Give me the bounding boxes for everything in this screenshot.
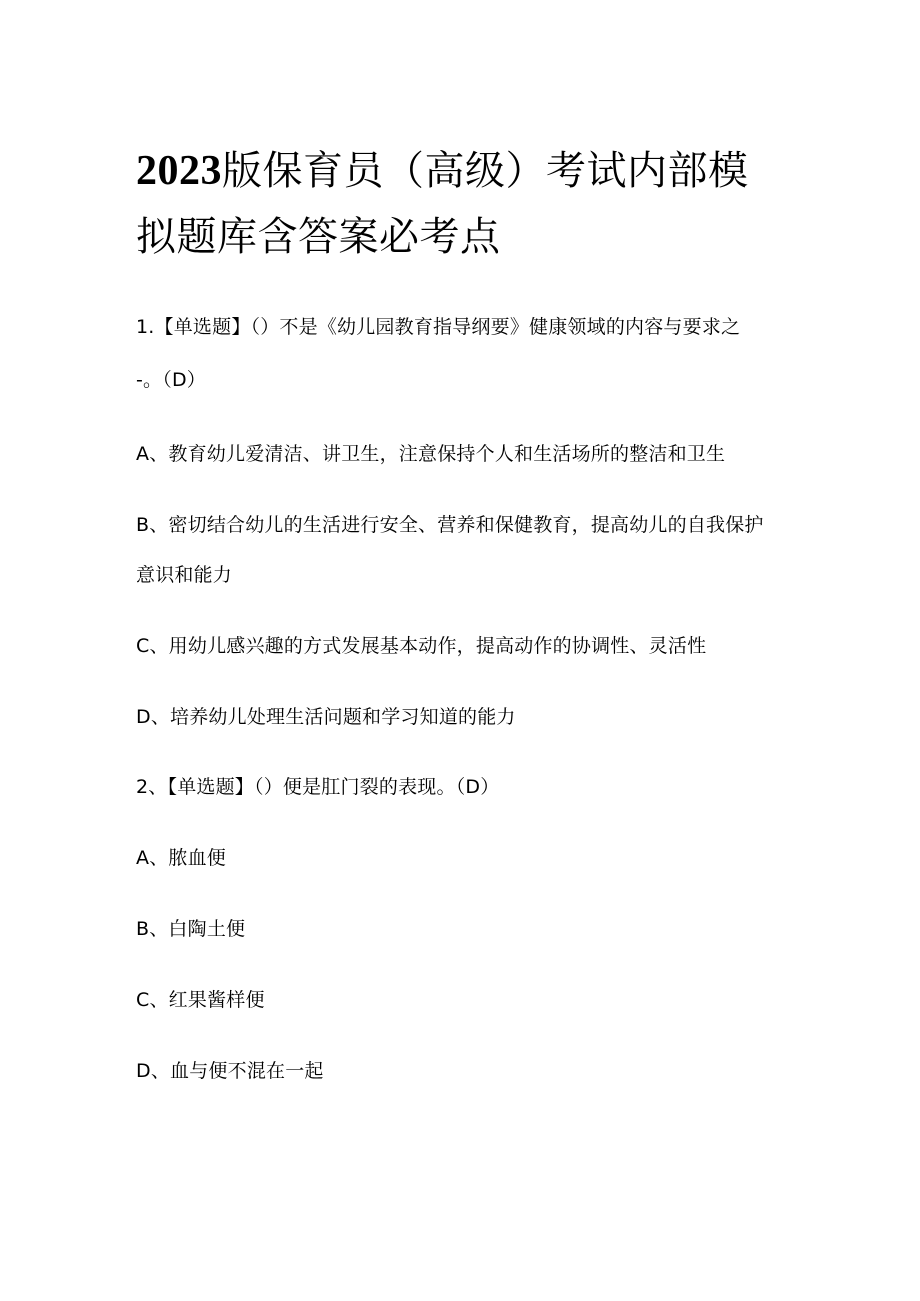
question-2-option-d: D、血与便不混在一起 (136, 1060, 324, 1082)
title-line1-rest: 版保育员（高级）考试内部模 (222, 148, 749, 194)
question-1-stem-line1: 1.【单选题】（）不是《幼儿园教育指导纲要》健康领域的内容与要求之 (136, 316, 741, 338)
question-1-option-b-line1: B、密切结合幼儿的生活进行安全、营养和保健教育，提高幼儿的自我保护 (136, 514, 764, 536)
question-1-option-a: A、教育幼儿爱清洁、讲卫生，注意保持个人和生活场所的整洁和卫生 (136, 443, 726, 465)
question-1-option-c: C、用幼儿感兴趣的方式发展基本动作，提高动作的协调性、灵活性 (136, 635, 707, 657)
document-title (136, 138, 796, 270)
question-2-option-a: A、脓血便 (136, 847, 226, 869)
title-year: 2023 (136, 148, 222, 194)
question-2-stem: 2、【单选题】（）便是肛门裂的表现。（D） (136, 776, 500, 798)
question-1-option-d: D、培养幼儿处理生活问题和学习知道的能力 (136, 706, 516, 728)
question-1-stem-line2: -。（D） (136, 369, 206, 391)
question-2-option-c: C、红果酱样便 (136, 989, 265, 1011)
title-line2: 拟题库含答案必考点 (136, 214, 501, 260)
question-2-option-b: B、白陶土便 (136, 918, 246, 940)
question-1-option-b-line2: 意识和能力 (136, 564, 233, 586)
